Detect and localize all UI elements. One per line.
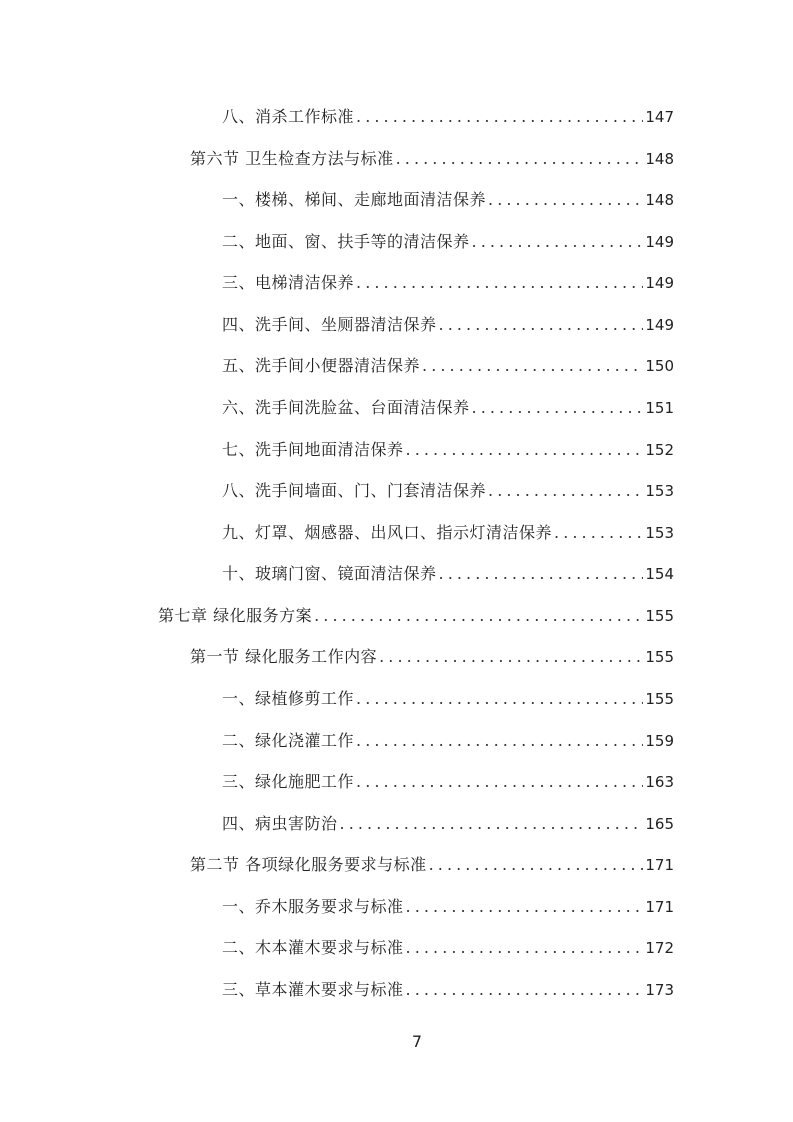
- toc-title: 四、洗手间、坐厕器清洁保养: [222, 314, 437, 334]
- dot-leader: [356, 270, 643, 296]
- toc-item[interactable]: [222, 520, 674, 546]
- toc-page-number: 151: [645, 398, 674, 417]
- toc-item[interactable]: [222, 561, 674, 587]
- toc-title: 三、绿化施肥工作: [222, 772, 355, 792]
- toc-item[interactable]: [222, 187, 674, 213]
- toc-page-number: 165: [645, 814, 674, 833]
- dot-leader: [472, 229, 644, 255]
- toc-title: 一、乔木服务要求与标准: [222, 896, 404, 916]
- dot-leader: [554, 520, 643, 546]
- dot-leader: [340, 811, 644, 837]
- toc-title: 二、绿化浇灌工作: [222, 730, 355, 750]
- toc-title: 九、灯罩、烟感器、出风口、指示灯清洁保养: [222, 522, 553, 542]
- toc-item[interactable]: [222, 312, 674, 338]
- toc-title: 三、草本灌木要求与标准: [222, 979, 404, 999]
- toc-title: 一、绿植修剪工作: [222, 688, 355, 708]
- toc-title: 七、洗手间地面清洁保养: [222, 439, 404, 459]
- toc-item[interactable]: [222, 728, 674, 754]
- dot-leader: [439, 312, 644, 338]
- toc-item[interactable]: [222, 478, 674, 504]
- toc-title: 八、洗手间墙面、门、门套清洁保养: [222, 481, 487, 501]
- toc-item[interactable]: [222, 353, 674, 379]
- toc-item[interactable]: [222, 270, 674, 296]
- dot-leader: [472, 395, 644, 421]
- toc-page-number: 147: [645, 108, 674, 126]
- toc-page-number: 150: [645, 357, 674, 376]
- toc-title: 二、地面、窗、扶手等的清洁保养: [222, 231, 470, 251]
- toc-page-number: 152: [645, 440, 674, 459]
- dot-leader: [356, 686, 643, 712]
- toc-item[interactable]: [222, 229, 674, 255]
- toc-title: 二、木本灌木要求与标准: [222, 938, 404, 958]
- toc-item[interactable]: [222, 686, 674, 712]
- toc-page-number: 163: [645, 773, 674, 792]
- toc-page-number: 153: [645, 482, 674, 501]
- toc-title: 六、洗手间洗脸盆、台面清洁保养: [222, 397, 470, 417]
- toc-chapter[interactable]: [158, 603, 674, 629]
- toc-page-number: 173: [645, 980, 674, 999]
- dot-leader: [429, 852, 644, 878]
- toc-item[interactable]: [222, 935, 674, 961]
- dot-leader: [356, 728, 643, 754]
- toc-section[interactable]: [190, 146, 674, 172]
- toc-item[interactable]: [222, 769, 674, 795]
- dot-leader: [406, 977, 644, 1003]
- dot-leader: [396, 146, 644, 172]
- dot-leader: [356, 769, 643, 795]
- toc-title: 八、消杀工作标准: [222, 107, 355, 126]
- toc-title: 第一节 绿化服务工作内容: [190, 647, 378, 667]
- toc-page-number: 171: [645, 856, 674, 875]
- toc-title: 五、洗手间小便器清洁保养: [222, 356, 421, 376]
- dot-leader: [406, 437, 644, 463]
- toc-item[interactable]: [222, 395, 674, 421]
- toc-title: 三、电梯清洁保养: [222, 273, 355, 293]
- dot-leader: [406, 894, 644, 920]
- toc-page-number: 149: [645, 232, 674, 251]
- dot-leader: [439, 561, 644, 587]
- toc-page-number: 149: [645, 274, 674, 293]
- toc-page-number: 155: [645, 606, 674, 625]
- toc-item[interactable]: [222, 894, 674, 920]
- toc-page-number: 154: [645, 565, 674, 584]
- toc-page-number: 155: [645, 648, 674, 667]
- toc-page-number: 171: [645, 897, 674, 916]
- toc-title: 四、病虫害防治: [222, 813, 338, 833]
- toc-page-number: 155: [645, 689, 674, 708]
- toc-title: 第六节 卫生检查方法与标准: [190, 148, 394, 168]
- toc-title: 第七章 绿化服务方案: [158, 605, 313, 625]
- dot-leader: [488, 187, 643, 213]
- toc-page-number: 148: [645, 191, 674, 210]
- toc-page-number: 153: [645, 523, 674, 542]
- dot-leader: [379, 644, 643, 670]
- toc-page-number: 172: [645, 939, 674, 958]
- toc-section[interactable]: [190, 852, 674, 878]
- toc-item[interactable]: [222, 104, 674, 130]
- toc-title: 一、楼梯、梯间、走廊地面清洁保养: [222, 190, 487, 210]
- toc-item[interactable]: [222, 811, 674, 837]
- dot-leader: [356, 104, 643, 130]
- toc-item[interactable]: [222, 437, 674, 463]
- toc-page-number: 148: [645, 149, 674, 168]
- dot-leader: [314, 603, 643, 629]
- dot-leader: [422, 353, 643, 379]
- toc-page-number: 159: [645, 731, 674, 750]
- toc-title: 十、玻璃门窗、镜面清洁保养: [222, 564, 437, 584]
- dot-leader: [406, 935, 644, 961]
- toc-section[interactable]: [190, 644, 674, 670]
- toc-title: 第二节 各项绿化服务要求与标准: [190, 855, 427, 875]
- dot-leader: [488, 478, 643, 504]
- toc-item[interactable]: [222, 977, 674, 1003]
- page-number: 7: [411, 1032, 423, 1051]
- toc-page-number: 149: [645, 315, 674, 334]
